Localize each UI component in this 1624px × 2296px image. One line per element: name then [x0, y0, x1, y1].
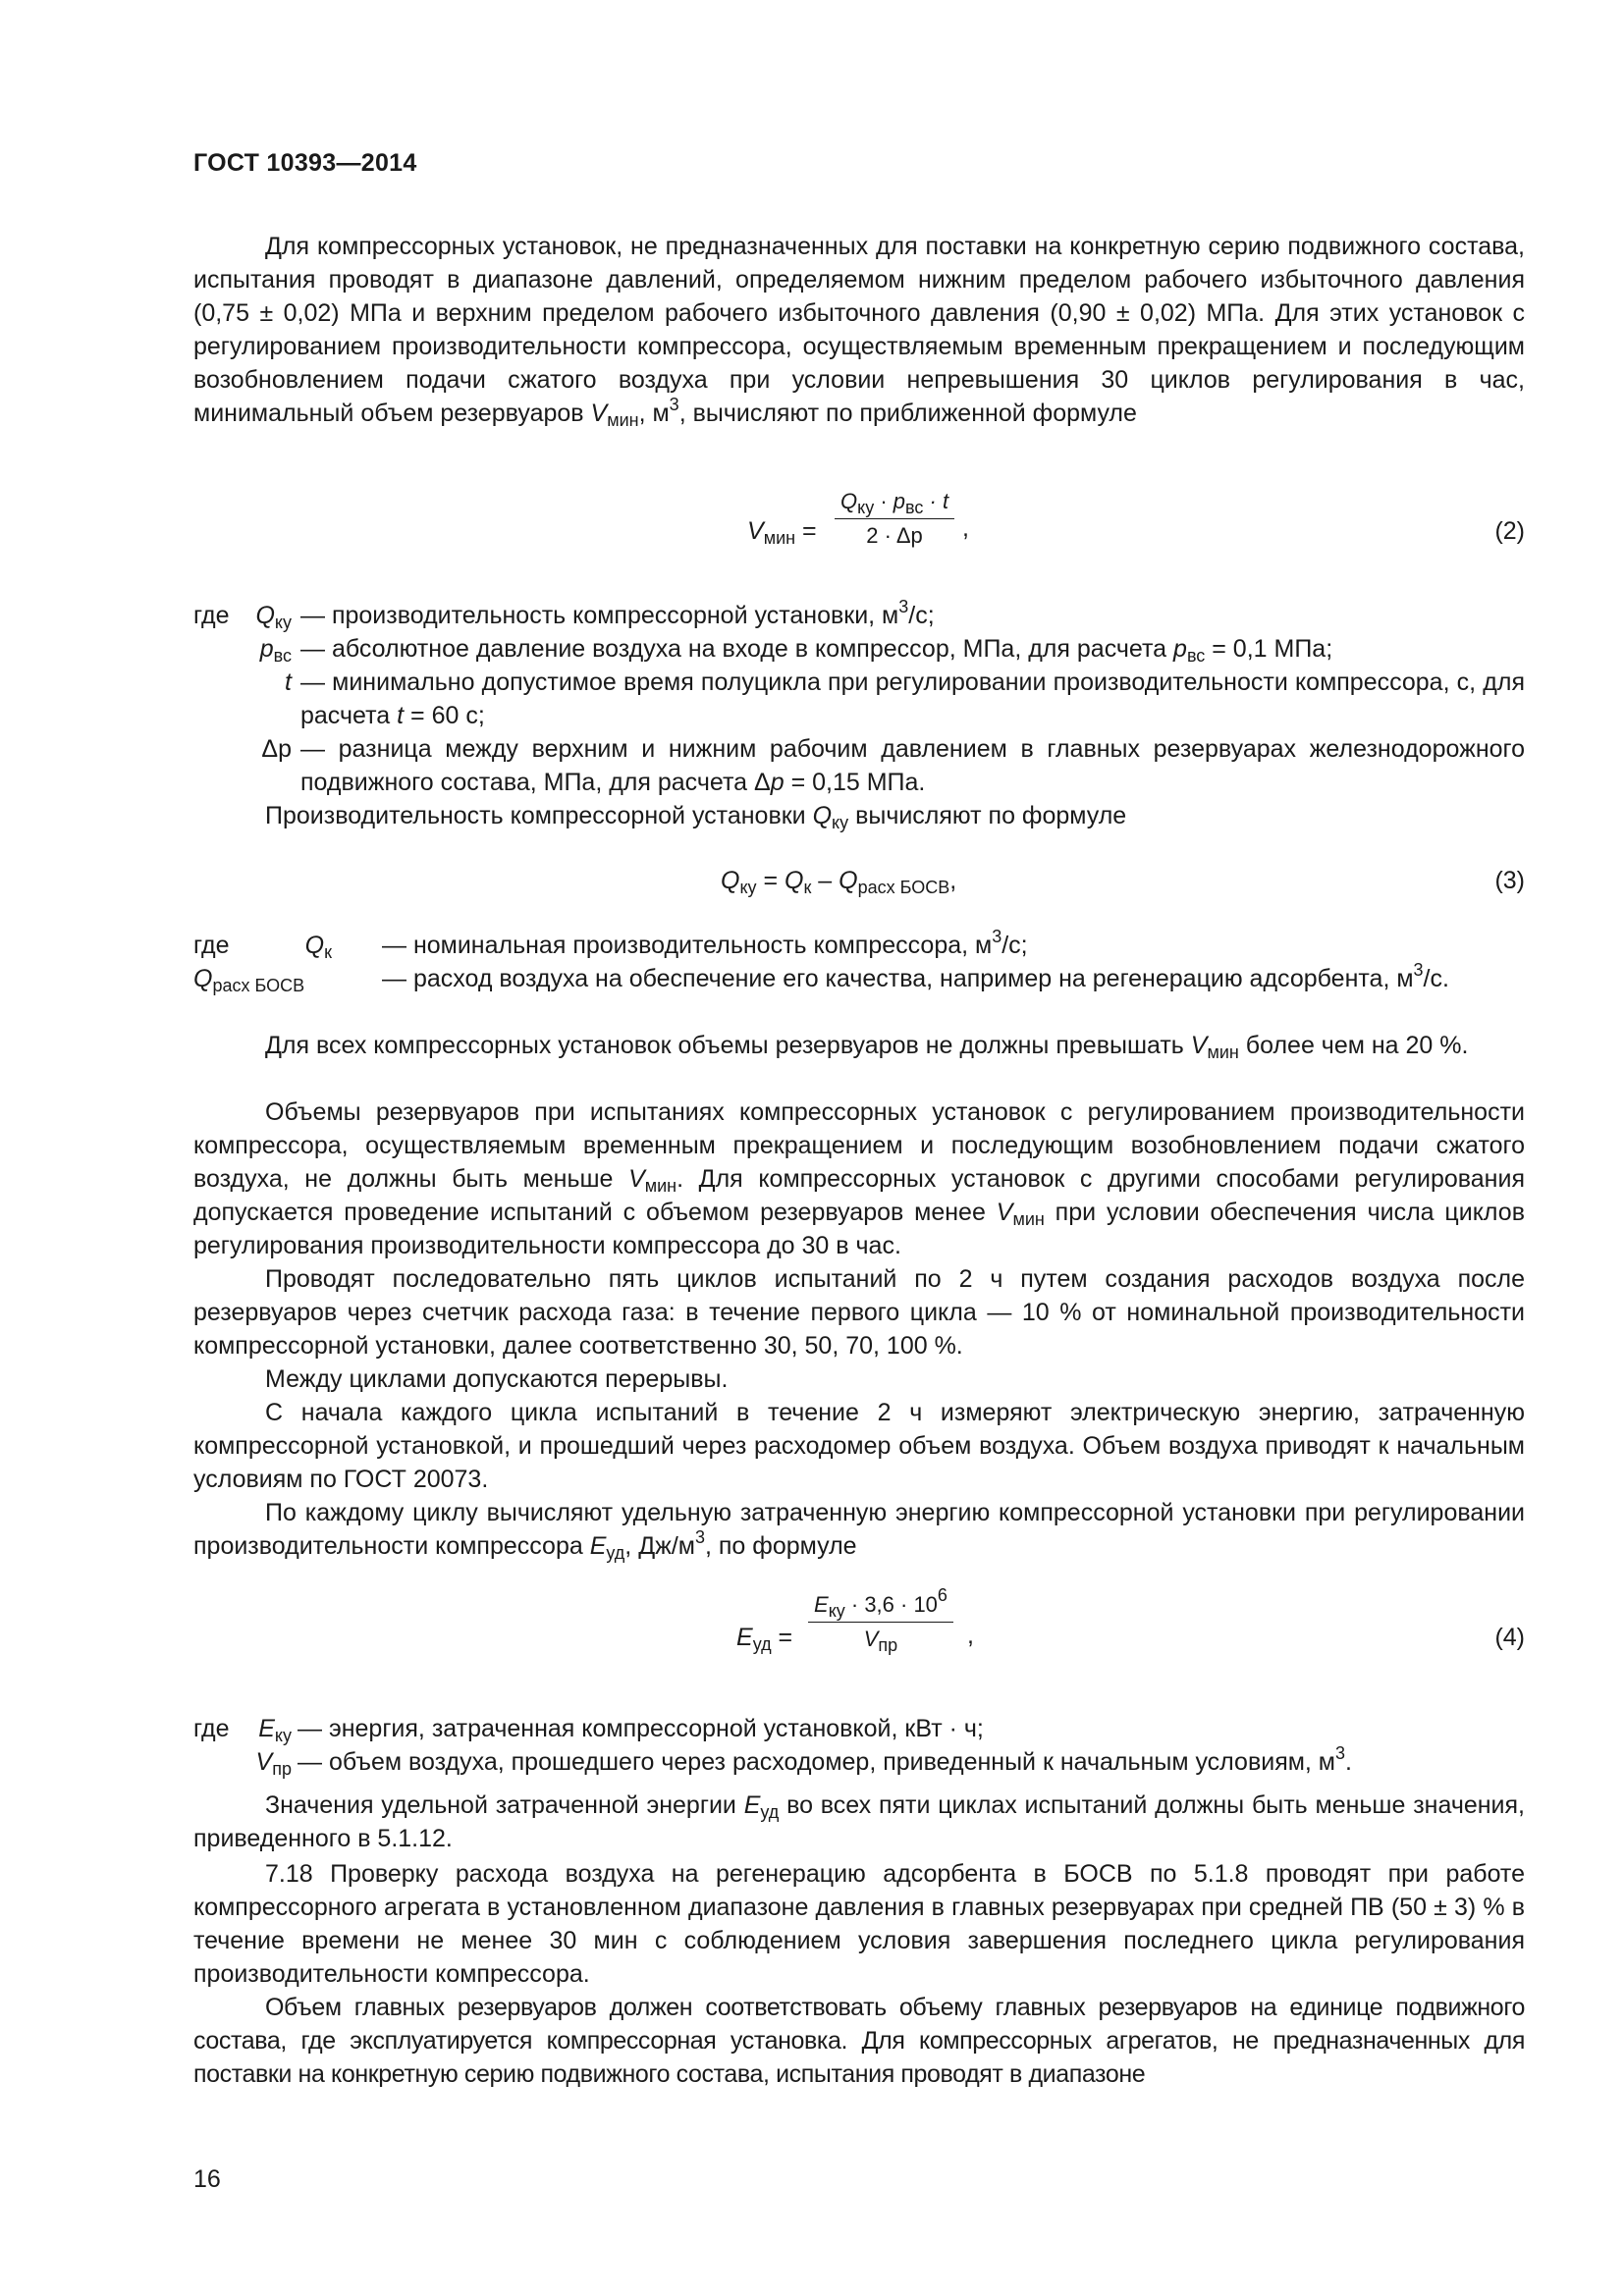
page-number: 16 — [193, 2165, 221, 2193]
paragraph-6: Между циклами допускаются перерывы. — [265, 1365, 729, 1393]
formula-4: $E_{уд}$ = $E_{ку} \cdot 3,6 \cdot 10^6$ $V_{пр}$ , (4) — [736, 1585, 1525, 1655]
where-list-3: где $Q_к$ — номинальная производительность компрессора, $м^3/с$; $Q_{расх БОСВ}$ — расход воздуха на обеспечение его качества, например на регенерацию адсорбента, $м^3/с$. — [193, 927, 1449, 995]
where-list-4: где $E_{ку}$ — энергия, затраченная компрессорной установкой, кВт · ч; $V_{пр}$ — объем воздуха, прошедшего через расходомер, приведенный к начальным условиям, $м^3$. — [193, 1715, 1352, 1779]
paragraph-10: 7.18 Проверку расхода воздуха на регенерацию адсорбента в БОСВ по 5.1.8 проводят при работе компрессорного агрегата в установленном диапазоне давления в главных резервуарах при средней ПВ (50 ± 3) % в течение времени не менее 30 мин с соблюдением условия завершения последнего цикла регулирования производительности компрессора. — [193, 1860, 1525, 1988]
paragraph-7: С начала каждого цикла испытаний в течение 2 ч измеряют электрическую энергию, затраченную компрессорной установкой, и прошедший через расходомер объем воздуха. Объем воздуха приводят к начальным условиям по ГОСТ 20073. — [193, 1399, 1525, 1493]
formula-2-number: (2) — [1494, 517, 1525, 545]
paragraph-5: Проводят последовательно пять циклов испытаний по 2 ч путем создания расходов воздуха после резервуаров через счетчик расхода газа: в течение первого цикла — 10 % от номинальной производительности компрессорной установки, далее соответственно 30, 50, 70, 100 %. — [193, 1265, 1525, 1360]
formula-4-fraction: $E_{ку} \cdot 3,6 \cdot 10^6$ $V_{пр}$ — [808, 1592, 953, 1652]
paragraph-3: Для всех компрессорных установок объемы резервуаров не должны превышать $V_{мин}$ более чем на 20 %. — [265, 1032, 1469, 1062]
formula-4-number: (4) — [1494, 1624, 1525, 1651]
paragraph-9: Значения удельной затраченной энергии $E_{уд}$ во всех пяти циклах испытаний должны быть меньше значения, приведенного в 5.1.12. — [193, 1791, 1525, 1852]
formula-3: $Q_{ку} = Q_к - Q_{расх БОСВ}$, (3) — [721, 867, 1525, 897]
formula-2: $V_{мин}$ = $Q_{ку} \cdot p_{вс} \cdot t$ 2 · Δp , (2) — [747, 489, 1525, 548]
paragraph-11: Объем главных резервуаров должен соответствовать объему главных резервуаров на единице подвижного состава, где эксплуатируется компрессорная установка. Для компрессорных агрегатов, не предназначенных для поставки на конкретную серию подвижного состава, испытания проводят в диапазоне — [193, 1994, 1525, 2088]
document-header: ГОСТ 10393—2014 — [193, 149, 417, 177]
formula-2-lhs: $V_{мин}$ = — [747, 517, 817, 548]
formula-4-lhs: $E_{уд}$ = — [736, 1624, 793, 1654]
formula-3-number: (3) — [1494, 867, 1525, 894]
paragraph-4: Объемы резервуаров при испытаниях компрессорных установок с регулированием производительности компрессора, осуществляемым временным прекращением и последующим возобновлением подачи сжатого воздуха, не должны быть меньше $V_{мин}$. Для компрессорных установок с другими способами регулирования допускается проведение испытаний с объемом резервуаров менее $V_{мин}$ при условии обеспечения числа циклов регулирования производительности компрессора до 30 в час. — [193, 1098, 1525, 1259]
paragraph-2: Производительность компрессорной установки $Q_{ку}$ вычисляют по формуле — [265, 802, 1127, 832]
paragraph-1: Для компрессорных установок, не предназначенных для поставки на конкретную серию подвижного состава, испытания проводят в диапазоне давлений, определяемом нижним пределом рабочего избыточного давления (0,75 ± 0,02) МПа и верхним пределом рабочего избыточного давления (0,90 ± 0,02) МПа. Для этих установок с регулированием производительности компрессора, осуществляемым временным прекращением и последующим возобновлением подачи сжатого воздуха при условии непревышения 30 циклов регулирования в час, минимальный объем резервуаров $V_{мин}$, $м^3$, вычисляют по приближенной формуле — [193, 233, 1525, 430]
where-list-2: где $Q_{ку}$ — производительность компрессорной установки, $м^3/с$; $p_{вс}$ — абсолютное давление воздуха на входе в компрессор, МПа, для расчета $p_{вс} = 0,1$ МПа; t — минимально допустимое время полуцикла при регулировании производительности компрессора, с, для расчета t = 60 с; Δp — разница между верхним и нижним рабочим давлением в главных резервуарах железнодорожного подвижного состава, МПа, для расчета Δp = 0,15 МПа. — [193, 597, 1525, 796]
paragraph-8: По каждому циклу вычисляют удельную затраченную энергию компрессорной установки при регулировании производительности компрессора $E_{уд}$, $Дж/м^3$, по формуле — [193, 1499, 1525, 1563]
formula-2-fraction: $Q_{ку} \cdot p_{вс} \cdot t$ 2 · Δp — [835, 489, 954, 549]
